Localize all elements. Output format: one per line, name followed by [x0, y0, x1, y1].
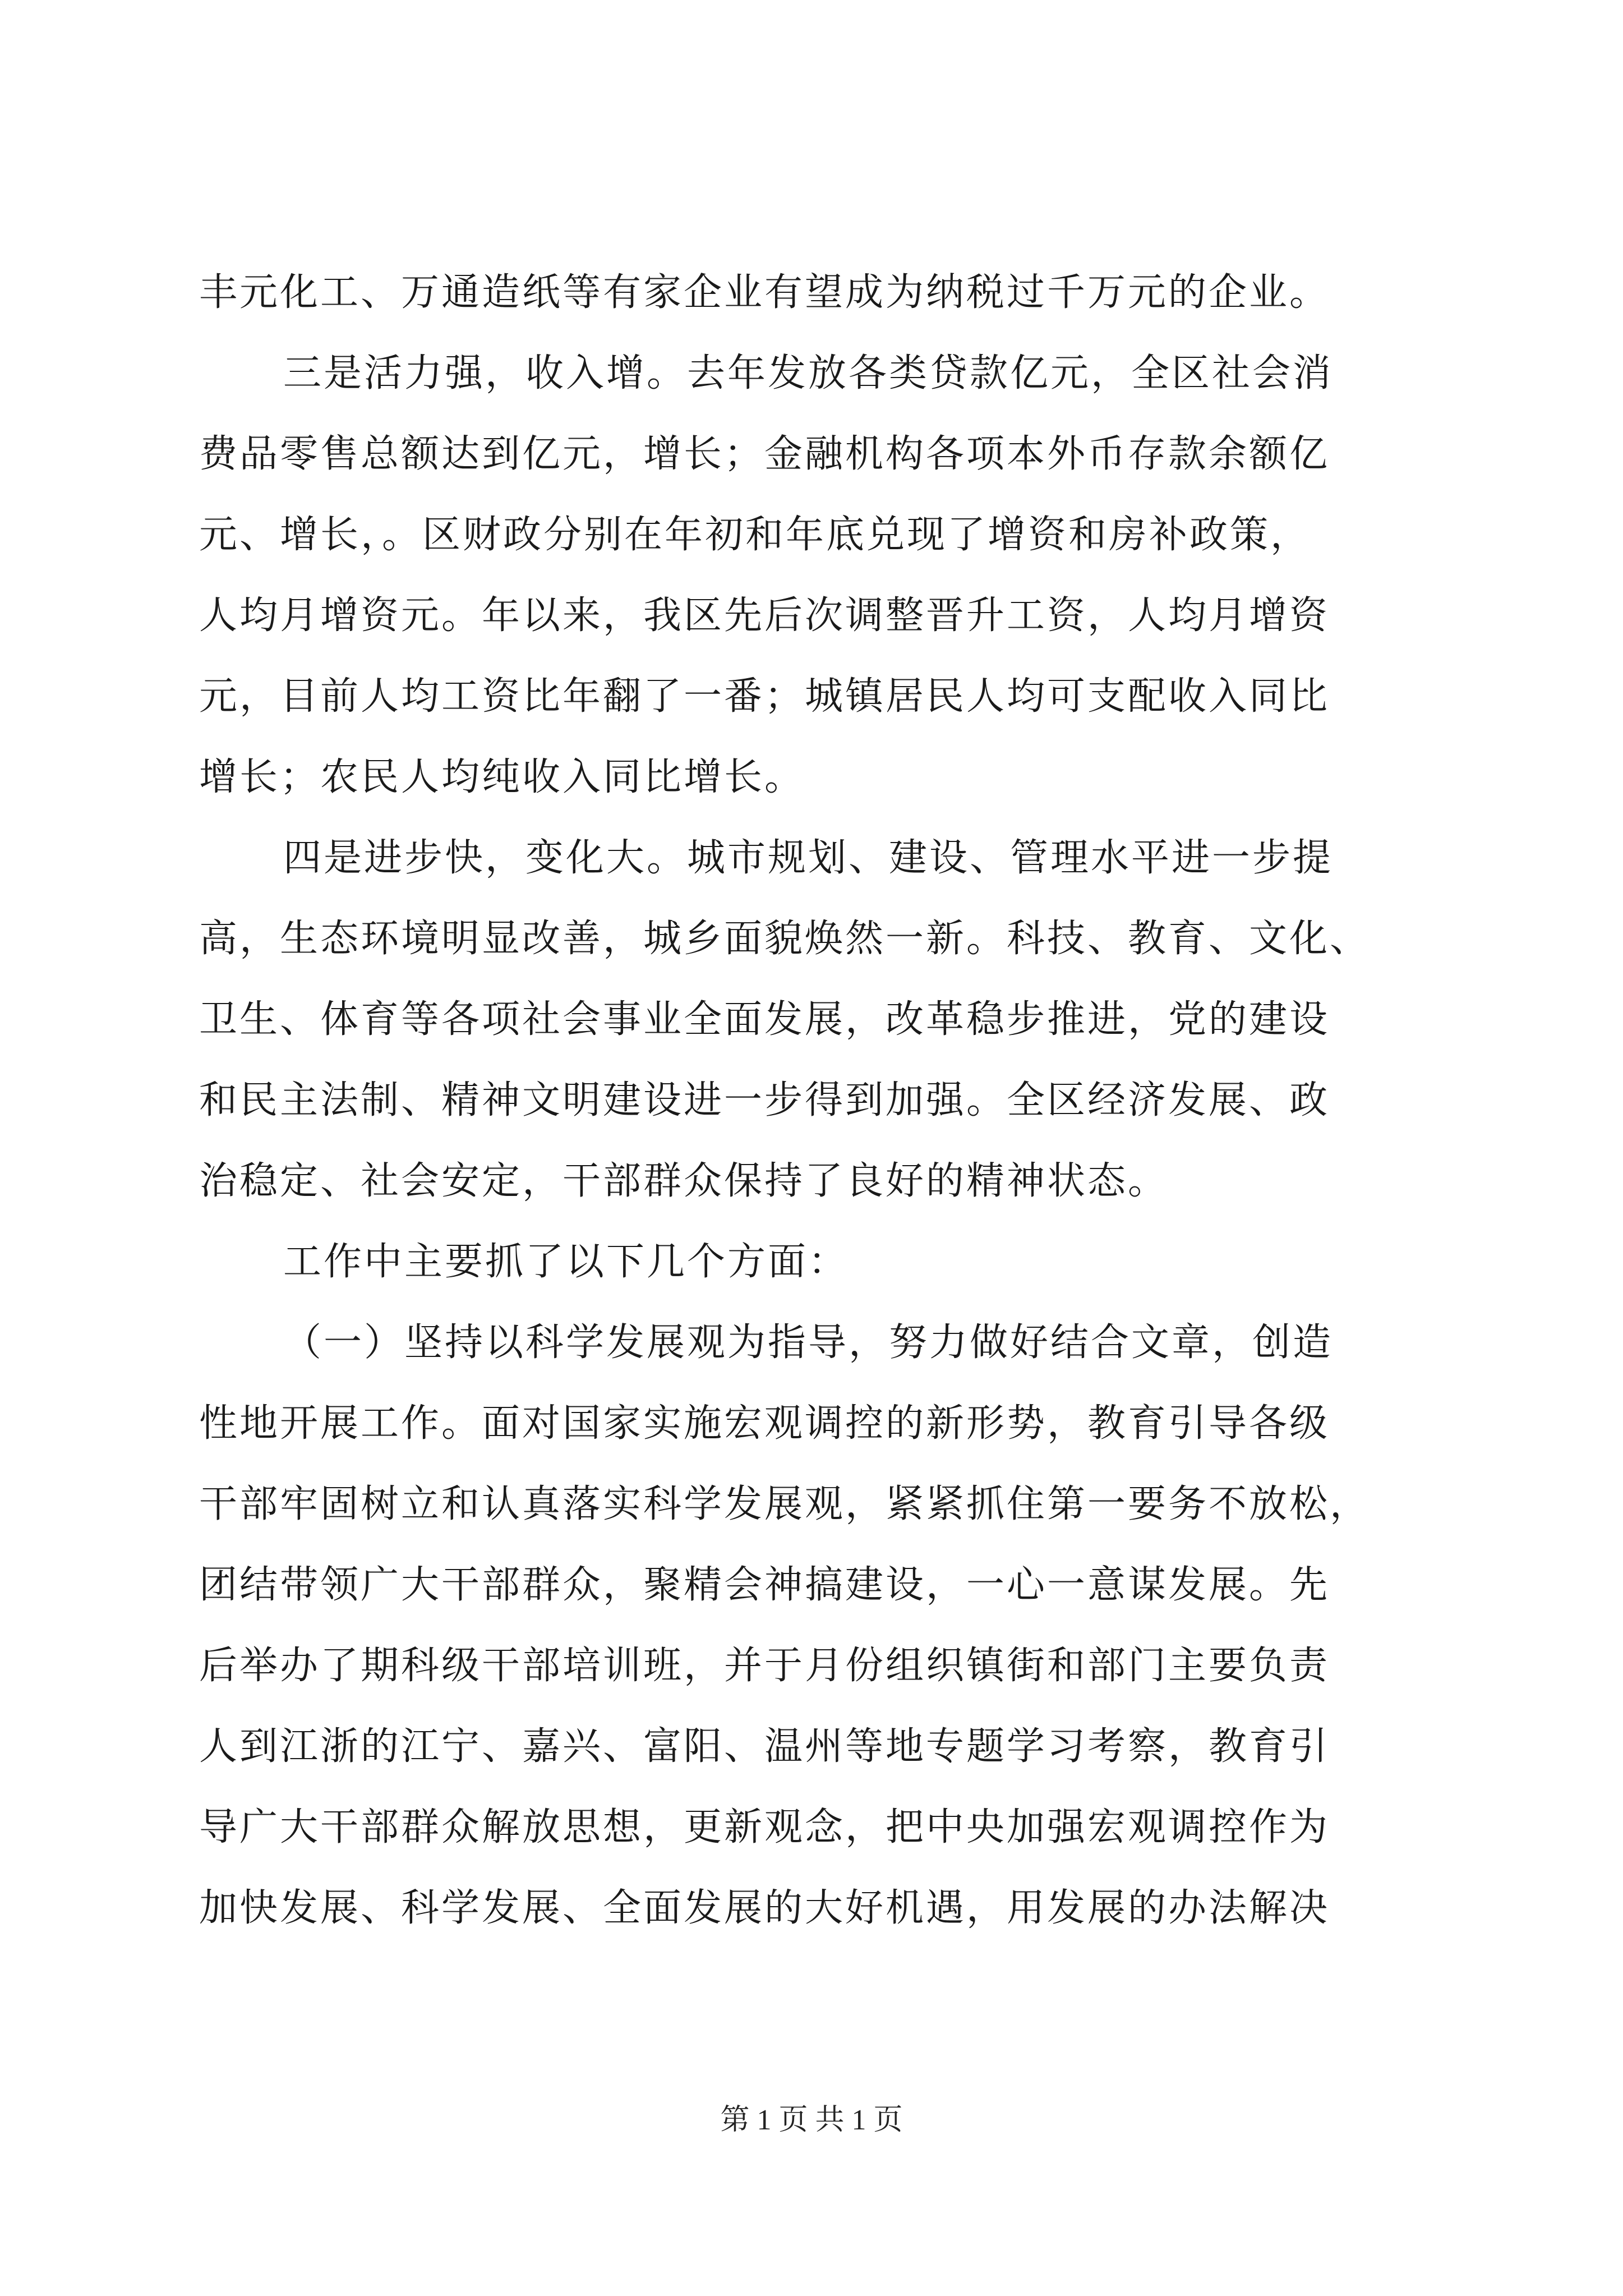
text-line: 团结带领广大干部群众，聚精会神搞建设，一心一意谋发展。先	[199, 1563, 1330, 1607]
text-line: 卫生、体育等各项社会事业全面发展，改革稳步推进，党的建设	[199, 997, 1330, 1042]
text-line: 导广大干部群众解放思想，更新观念，把中央加强宏观调控作为	[199, 1805, 1330, 1849]
text-line: 干部牢固树立和认真落实科学发展观，紧紧抓住第一要务不放松，	[199, 1482, 1371, 1526]
text-line: 性地开展工作。面对国家实施宏观调控的新形势，教育引导各级	[199, 1401, 1330, 1446]
paragraph-start-line: 工作中主要抓了以下几个方面：	[283, 1240, 849, 1284]
text-line: 人均月增资元。年以来，我区先后次调整晋升工资，人均月增资	[199, 593, 1330, 638]
text-line: 人到江浙的江宁、嘉兴、富阳、温州等地专题学习考察，教育引	[199, 1724, 1330, 1769]
text-line: 增长；农民人均纯收入同比增长。	[199, 755, 805, 799]
document-body	[199, 252, 1427, 1949]
text-line: 高，生态环境明显改善，城乡面貌焕然一新。科技、教育、文化、	[199, 917, 1371, 961]
text-line: 和民主法制、精神文明建设进一步得到加强。全区经济发展、政	[199, 1078, 1330, 1122]
paragraph-start-line: （一）坚持以科学发展观为指导，努力做好结合文章，创造	[283, 1320, 1334, 1365]
text-line: 丰元化工、万通造纸等有家企业有望成为纳税过千万元的企业。	[199, 270, 1330, 315]
page-footer	[0, 2101, 1623, 2140]
text-line: 元、增长，。区财政分别在年初和年底兑现了增资和房补政策，	[199, 513, 1311, 557]
text-line: 元，目前人均工资比年翻了一番；城镇居民人均可支配收入同比	[199, 674, 1330, 719]
text-line: 治稳定、社会安定，干部群众保持了良好的精神状态。	[199, 1159, 1169, 1203]
page-number-label: 第 1 页 共 1 页	[720, 2104, 903, 2136]
paragraph-start-line: 四是进步快，变化大。城市规划、建设、管理水平进一步提	[283, 836, 1334, 880]
text-line: 费品零售总额达到亿元，增长；金融机构各项本外币存款余额亿	[199, 432, 1330, 476]
paragraph-start-line: 三是活力强，收入增。去年发放各类贷款亿元，全区社会消	[283, 351, 1334, 395]
text-line: 后举办了期科级干部培训班，并于月份组织镇街和部门主要负责	[199, 1644, 1330, 1688]
text-line: 加快发展、科学发展、全面发展的大好机遇，用发展的办法解决	[199, 1886, 1330, 1930]
